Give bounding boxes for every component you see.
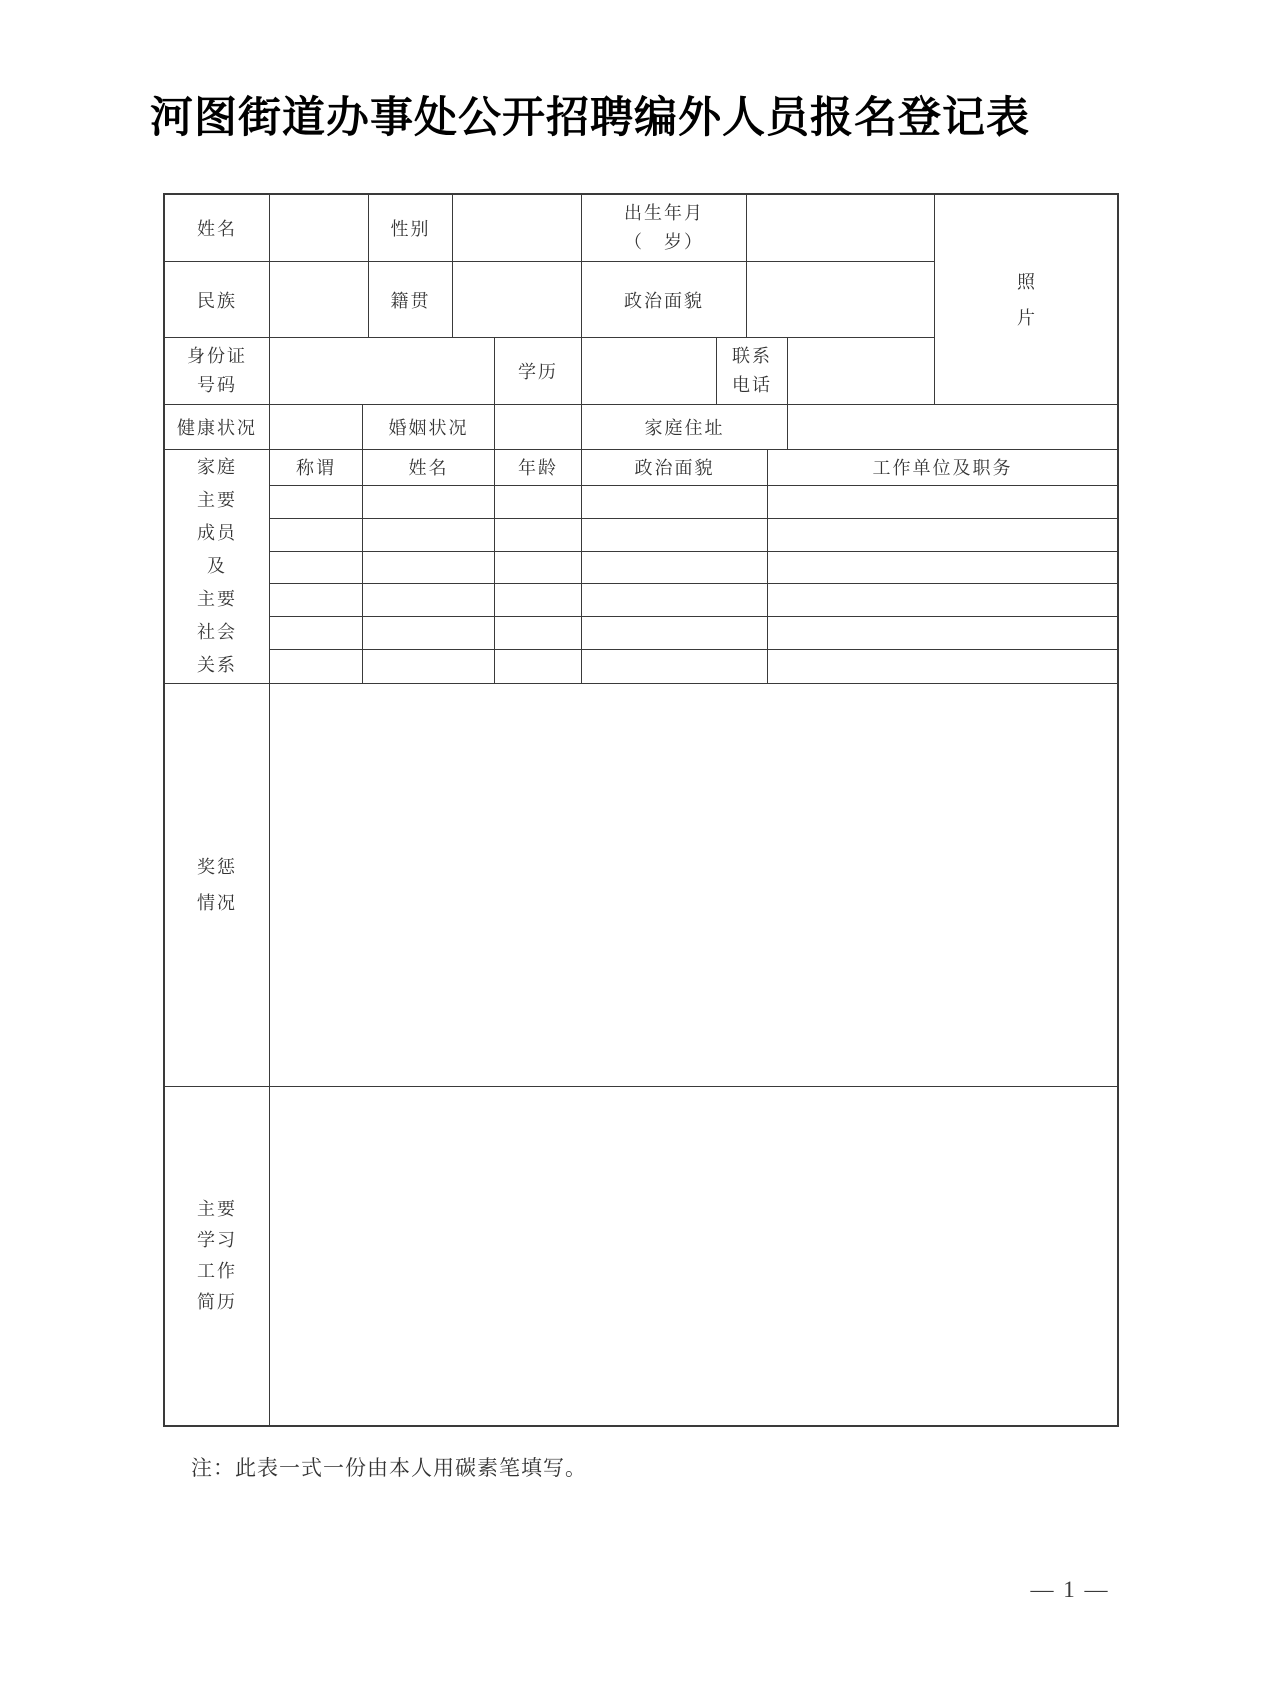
family-workunit-header: 工作单位及职务 (872, 458, 1013, 479)
phone-input-cell[interactable] (788, 338, 934, 404)
family-age-cell[interactable] (495, 519, 582, 551)
birth-date-input-cell[interactable] (747, 195, 934, 261)
family-workunit-cell[interactable] (768, 552, 1117, 584)
phone-label-line2: 电话 (732, 375, 772, 395)
family-name-cell[interactable] (363, 519, 495, 551)
id-number-input-cell[interactable] (270, 338, 495, 404)
family-political-cell[interactable] (582, 486, 768, 518)
family-name-cell[interactable] (363, 650, 495, 683)
row-ethnicity-nativeplace-political (165, 262, 934, 338)
political-status-label: 政治面貌 (582, 262, 747, 337)
family-age-cell[interactable] (495, 552, 582, 584)
marital-label: 婚姻状况 (363, 405, 495, 449)
id-number-label-line2: 号码 (197, 375, 237, 395)
id-number-label (165, 338, 270, 404)
name-label: 姓名 (165, 195, 270, 261)
family-relation-cell[interactable] (270, 519, 363, 551)
family-member-row (270, 519, 1117, 552)
health-label: 健康状况 (165, 405, 270, 449)
family-name-header: 姓名 (363, 450, 495, 485)
marital-input-cell[interactable] (495, 405, 582, 449)
address-label: 家庭住址 (582, 405, 788, 449)
family-political-cell[interactable] (582, 552, 768, 584)
basic-info-section (165, 195, 1117, 405)
photo-placeholder[interactable] (935, 195, 1117, 404)
page-title: 河图街道办事处公开招聘编外人员报名登记表 (150, 95, 1030, 142)
address-input-cell[interactable] (788, 405, 1117, 449)
family-political-cell[interactable] (582, 650, 768, 683)
row-health-marital-address (165, 405, 1117, 450)
name-input-cell[interactable] (270, 195, 369, 261)
birth-date-label-line1: 出生年月 (624, 203, 704, 223)
birth-date-label-line2: （ 岁） (624, 232, 704, 252)
family-age-cell[interactable] (495, 617, 582, 649)
native-place-label: 籍贯 (369, 262, 453, 337)
family-political-cell[interactable] (582, 584, 768, 616)
rewards-section-label: 奖惩 情况 (165, 684, 270, 1086)
photo-label-line1: 照 (1017, 271, 1035, 292)
health-input-cell[interactable] (270, 405, 363, 449)
family-workunit-cell[interactable] (768, 617, 1117, 649)
family-name-cell[interactable] (363, 617, 495, 649)
family-relation-cell[interactable] (270, 617, 363, 649)
resume-section (165, 1087, 1117, 1425)
education-label: 学历 (495, 338, 582, 404)
family-member-row (270, 617, 1117, 650)
page-number: — 1 — (1030, 1577, 1110, 1602)
resume-input-area[interactable] (270, 1087, 1117, 1425)
family-workunit-cell[interactable] (768, 650, 1117, 683)
phone-label (717, 338, 788, 404)
family-age-cell[interactable] (495, 650, 582, 683)
photo-label-line2: 片 (1017, 307, 1035, 328)
family-workunit-cell[interactable] (768, 486, 1117, 518)
family-member-row (270, 486, 1117, 519)
family-name-cell[interactable] (363, 486, 495, 518)
family-members-section (165, 450, 1117, 684)
family-member-row (270, 552, 1117, 585)
phone-label-line1: 联系 (732, 346, 772, 366)
row-id-education-phone (165, 338, 934, 404)
resume-section-label: 主要 学习 工作 简历 (165, 1087, 270, 1425)
family-relation-cell[interactable] (270, 552, 363, 584)
family-political-cell[interactable] (582, 617, 768, 649)
family-section-label: 家庭 主要 成员 及 主要 社会 关系 (165, 450, 270, 683)
family-table-header (270, 450, 1117, 486)
row-name-gender-birth (165, 195, 934, 262)
ethnicity-label: 民族 (165, 262, 270, 337)
birth-date-label (582, 195, 747, 261)
family-relation-cell[interactable] (270, 650, 363, 683)
family-workunit-cell[interactable] (768, 519, 1117, 551)
registration-form-table (163, 193, 1119, 1427)
political-status-input-cell[interactable] (747, 262, 934, 337)
family-name-cell[interactable] (363, 584, 495, 616)
gender-label: 性别 (369, 195, 453, 261)
family-member-row (270, 584, 1117, 617)
family-age-header: 年龄 (495, 450, 582, 485)
education-input-cell[interactable] (582, 338, 717, 404)
ethnicity-input-cell[interactable] (270, 262, 369, 337)
id-number-label-line1: 身份证 (187, 346, 247, 366)
family-member-row (270, 650, 1117, 683)
family-age-cell[interactable] (495, 486, 582, 518)
family-political-cell[interactable] (582, 519, 768, 551)
family-age-cell[interactable] (495, 584, 582, 616)
family-relation-cell[interactable] (270, 486, 363, 518)
family-relation-cell[interactable] (270, 584, 363, 616)
rewards-section (165, 684, 1117, 1087)
family-workunit-cell[interactable] (768, 584, 1117, 616)
family-relation-header: 称谓 (270, 450, 363, 485)
native-place-input-cell[interactable] (453, 262, 582, 337)
family-political-header: 政治面貌 (582, 450, 768, 485)
family-name-cell[interactable] (363, 552, 495, 584)
rewards-input-area[interactable] (270, 684, 1117, 1086)
footnote: 注：此表一式一份由本人用碳素笔填写。 (191, 1456, 587, 1480)
gender-input-cell[interactable] (453, 195, 582, 261)
